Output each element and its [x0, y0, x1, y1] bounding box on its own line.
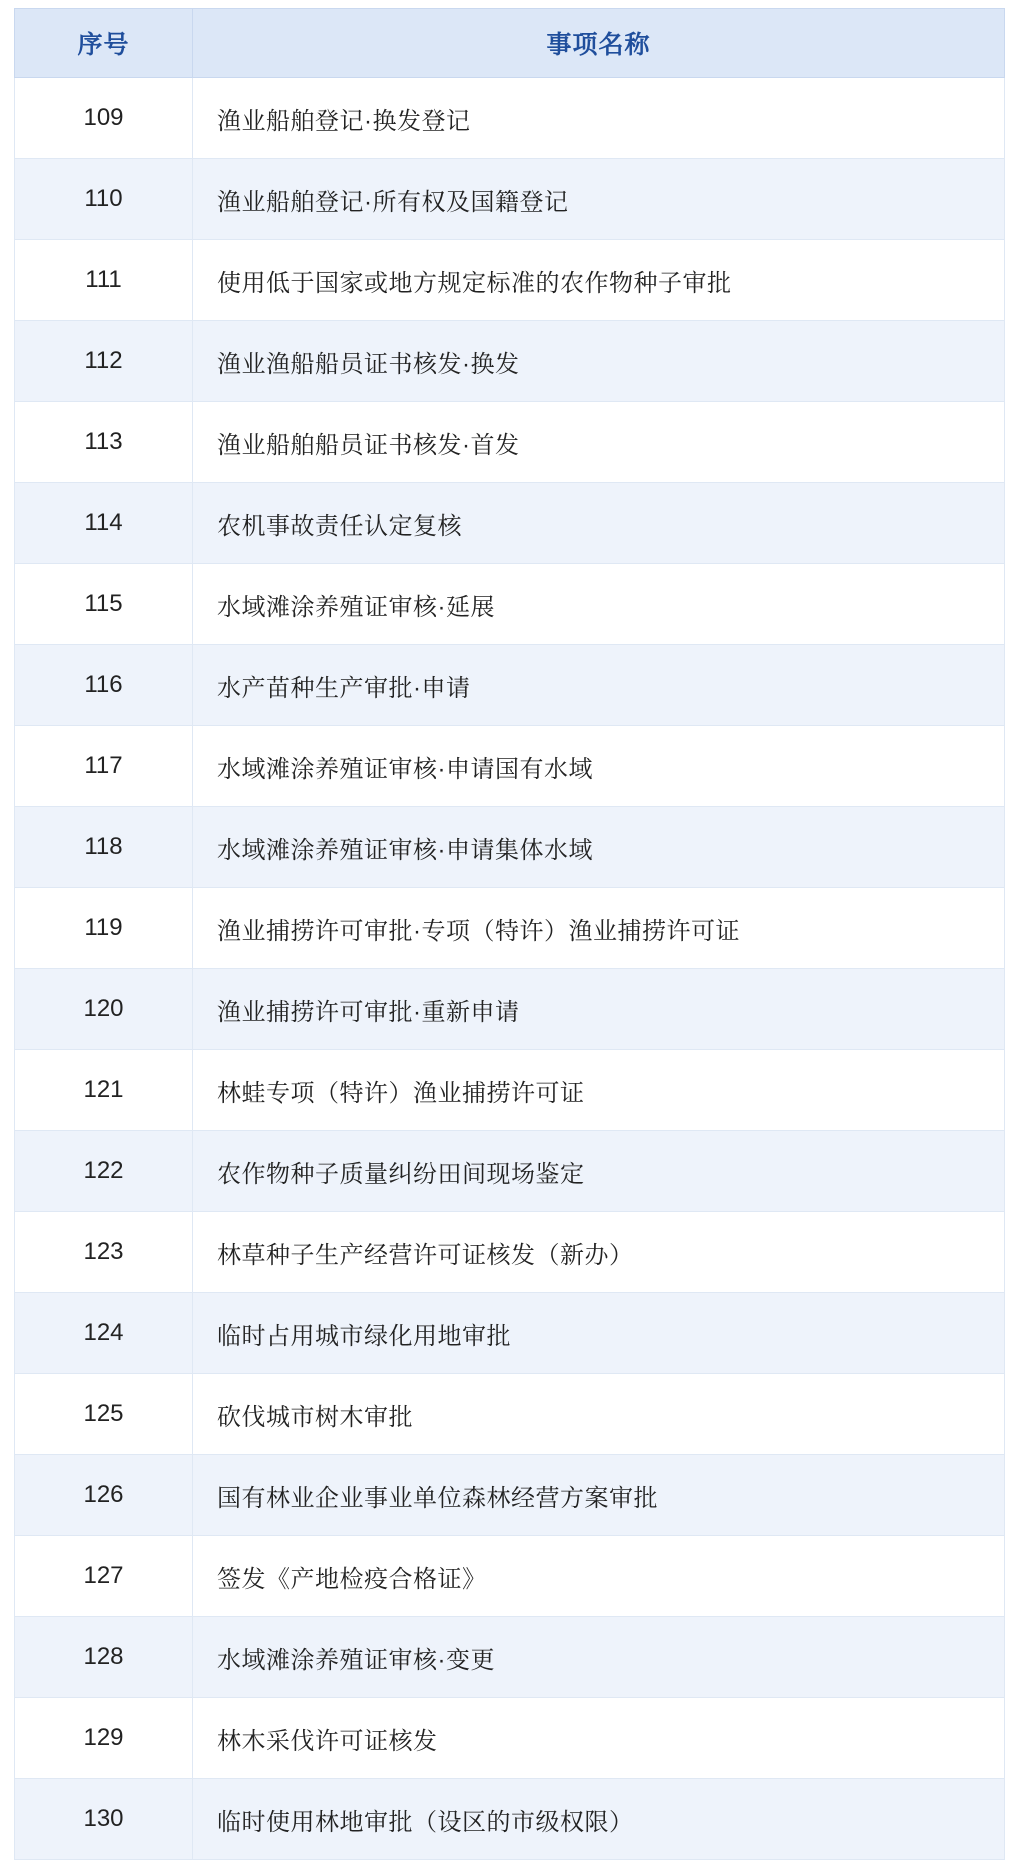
table-row	[15, 321, 1005, 402]
table-row	[15, 1779, 1005, 1860]
table-row	[15, 645, 1005, 726]
cell-matter-name: 水域滩涂养殖证审核·延展	[193, 564, 1005, 645]
cell-index: 130	[15, 1779, 193, 1860]
cell-matter-name: 水域滩涂养殖证审核·申请国有水域	[193, 726, 1005, 807]
cell-matter-name: 水域滩涂养殖证审核·变更	[193, 1617, 1005, 1698]
cell-index: 114	[15, 483, 193, 564]
table-row	[15, 240, 1005, 321]
matters-table	[14, 8, 1005, 1860]
cell-index: 110	[15, 159, 193, 240]
cell-matter-name: 农作物种子质量纠纷田间现场鉴定	[193, 1131, 1005, 1212]
cell-index: 118	[15, 807, 193, 888]
table-row	[15, 1455, 1005, 1536]
table-header	[15, 9, 1005, 78]
cell-index: 120	[15, 969, 193, 1050]
cell-index: 122	[15, 1131, 193, 1212]
cell-matter-name: 签发《产地检疫合格证》	[193, 1536, 1005, 1617]
cell-index: 112	[15, 321, 193, 402]
cell-matter-name: 渔业渔船船员证书核发·换发	[193, 321, 1005, 402]
cell-matter-name: 渔业捕捞许可审批·重新申请	[193, 969, 1005, 1050]
cell-matter-name: 渔业船舶登记·所有权及国籍登记	[193, 159, 1005, 240]
cell-matter-name: 渔业船舶登记·换发登记	[193, 78, 1005, 159]
cell-index: 111	[15, 240, 193, 321]
table-row	[15, 1131, 1005, 1212]
cell-matter-name: 临时占用城市绿化用地审批	[193, 1293, 1005, 1374]
column-header-index: 序号	[15, 9, 193, 78]
table-row	[15, 402, 1005, 483]
cell-index: 125	[15, 1374, 193, 1455]
cell-index: 116	[15, 645, 193, 726]
table-row	[15, 1050, 1005, 1131]
cell-index: 117	[15, 726, 193, 807]
cell-matter-name: 使用低于国家或地方规定标准的农作物种子审批	[193, 240, 1005, 321]
cell-index: 123	[15, 1212, 193, 1293]
cell-index: 121	[15, 1050, 193, 1131]
table-row	[15, 1617, 1005, 1698]
cell-matter-name: 林木采伐许可证核发	[193, 1698, 1005, 1779]
cell-matter-name: 临时使用林地审批（设区的市级权限）	[193, 1779, 1005, 1860]
cell-matter-name: 国有林业企业事业单位森林经营方案审批	[193, 1455, 1005, 1536]
cell-index: 129	[15, 1698, 193, 1779]
table-row	[15, 1698, 1005, 1779]
cell-index: 126	[15, 1455, 193, 1536]
table-header-row	[15, 9, 1005, 78]
table-row	[15, 1293, 1005, 1374]
table-row	[15, 807, 1005, 888]
table-row	[15, 78, 1005, 159]
cell-matter-name: 水产苗种生产审批·申请	[193, 645, 1005, 726]
cell-index: 115	[15, 564, 193, 645]
table-row	[15, 969, 1005, 1050]
cell-matter-name: 水域滩涂养殖证审核·申请集体水域	[193, 807, 1005, 888]
cell-matter-name: 渔业捕捞许可审批·专项（特许）渔业捕捞许可证	[193, 888, 1005, 969]
table-row	[15, 1536, 1005, 1617]
column-header-name: 事项名称	[193, 9, 1005, 78]
cell-index: 113	[15, 402, 193, 483]
table-row	[15, 159, 1005, 240]
cell-matter-name: 渔业船舶船员证书核发·首发	[193, 402, 1005, 483]
table-body	[15, 78, 1005, 1860]
table-row	[15, 1374, 1005, 1455]
cell-matter-name: 砍伐城市树木审批	[193, 1374, 1005, 1455]
cell-matter-name: 林草种子生产经营许可证核发（新办）	[193, 1212, 1005, 1293]
cell-matter-name: 农机事故责任认定复核	[193, 483, 1005, 564]
cell-index: 127	[15, 1536, 193, 1617]
table-row	[15, 1212, 1005, 1293]
cell-index: 109	[15, 78, 193, 159]
cell-index: 128	[15, 1617, 193, 1698]
table-row	[15, 564, 1005, 645]
cell-index: 124	[15, 1293, 193, 1374]
cell-matter-name: 林蛙专项（特许）渔业捕捞许可证	[193, 1050, 1005, 1131]
table-row	[15, 726, 1005, 807]
table-row	[15, 888, 1005, 969]
table-row	[15, 483, 1005, 564]
cell-index: 119	[15, 888, 193, 969]
